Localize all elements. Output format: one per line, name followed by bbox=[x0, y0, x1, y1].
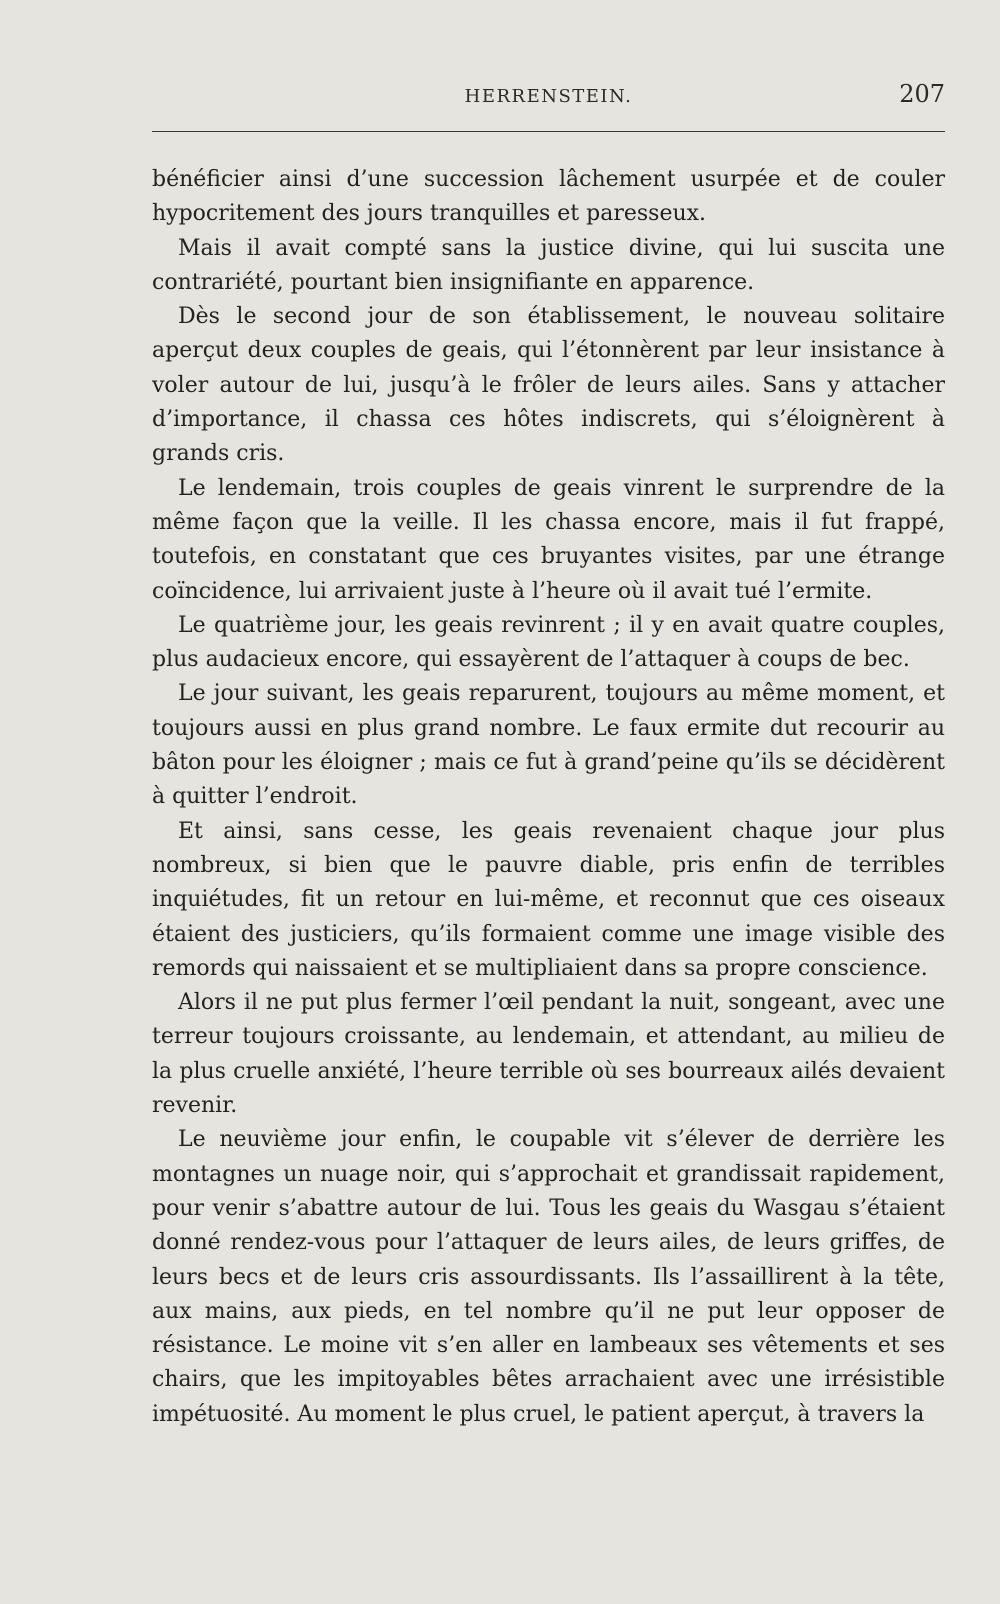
paragraph: Le quatrième jour, les geais revinrent ; il y en avait quatre couples, plus audacieux encore, qui essayèrent de l’attaquer à coups de bec. bbox=[152, 612, 945, 673]
header-rule bbox=[152, 131, 945, 132]
paragraph: Le jour suivant, les geais reparurent, toujours au même moment, et toujours aussi en plus grand nombre. Le faux ermite dut recourir au bâton pour les éloigner ; mais ce fut à grand’peine qu’ils se décidèrent à quitter l’endroit. bbox=[152, 681, 945, 810]
paragraph: Mais il avait compté sans la justice divine, qui lui suscita une contrariété, pourtant bien insignifiante en apparence. bbox=[152, 235, 945, 295]
paragraph: Alors il ne put plus fermer l’œil pendant la nuit, songeant, avec une terreur toujours croissante, au lendemain, et attendant, au milieu de la plus cruelle anxiété, l’heure terrible où ses bourreaux ailés devaient revenir. bbox=[152, 990, 945, 1119]
page-number: 207 bbox=[899, 80, 945, 108]
paragraph: Dès le second jour de son établissement, le nouveau solitaire aperçut deux couples de geais, qui l’étonnèrent par leur insistance à voler autour de lui, jusqu’à le frôler de leurs ailes. Sans y attacher d’importance, il chassa ces hôtes indiscrets, qui s’éloignèrent à grands cris. bbox=[152, 304, 945, 467]
running-head bbox=[152, 80, 945, 114]
running-title: HERRENSTEIN. bbox=[464, 86, 633, 107]
paragraph: Le lendemain, trois couples de geais vinrent le surprendre de la même façon que la veille. Il les chassa encore, mais il fut frappé, toutefois, en constatant que ces bruyantes visites, par une étrange coïncidence, lui arrivaient juste à l’heure où il avait tué l’ermite. bbox=[152, 475, 945, 604]
paragraph: Et ainsi, sans cesse, les geais revenaient chaque jour plus nombreux, si bien que le pauvre diable, pris enfin de terribles inquiétudes, fit un retour en lui-même, et reconnut que ces oiseaux étaient des justiciers, qu’ils formaient comme une image visible des remords qui naissaient et se multipliaient dans sa propre conscience. bbox=[152, 818, 945, 981]
paragraph: bénéficier ainsi d’une succession lâchement usurpée et de couler hypocritement des jours tranquilles et paresseux. bbox=[152, 167, 945, 227]
body-text bbox=[152, 163, 945, 1432]
paragraph: Le neuvième jour enfin, le coupable vit s’élever de derrière les montagnes un nuage noir, qui s’approchait et grandissait rapidement, pour venir s’abattre autour de lui. Tous les geais du Wasgau s’étaient donné rendez-vous pour l’attaquer de leurs ailes, de leurs griffes, de leurs becs et de leurs cris assourdissants. Ils l’assaillirent à la tête, aux mains, aux pieds, en tel nombre qu’il ne put leur opposer de résistance. Le moine vit s’en aller en lambeaux ses vêtements et ses chairs, que les impitoyables bêtes arrachaient avec une irrésistible impétuosité. Au moment le plus cruel, le patient aperçut, à travers la bbox=[152, 1127, 945, 1427]
